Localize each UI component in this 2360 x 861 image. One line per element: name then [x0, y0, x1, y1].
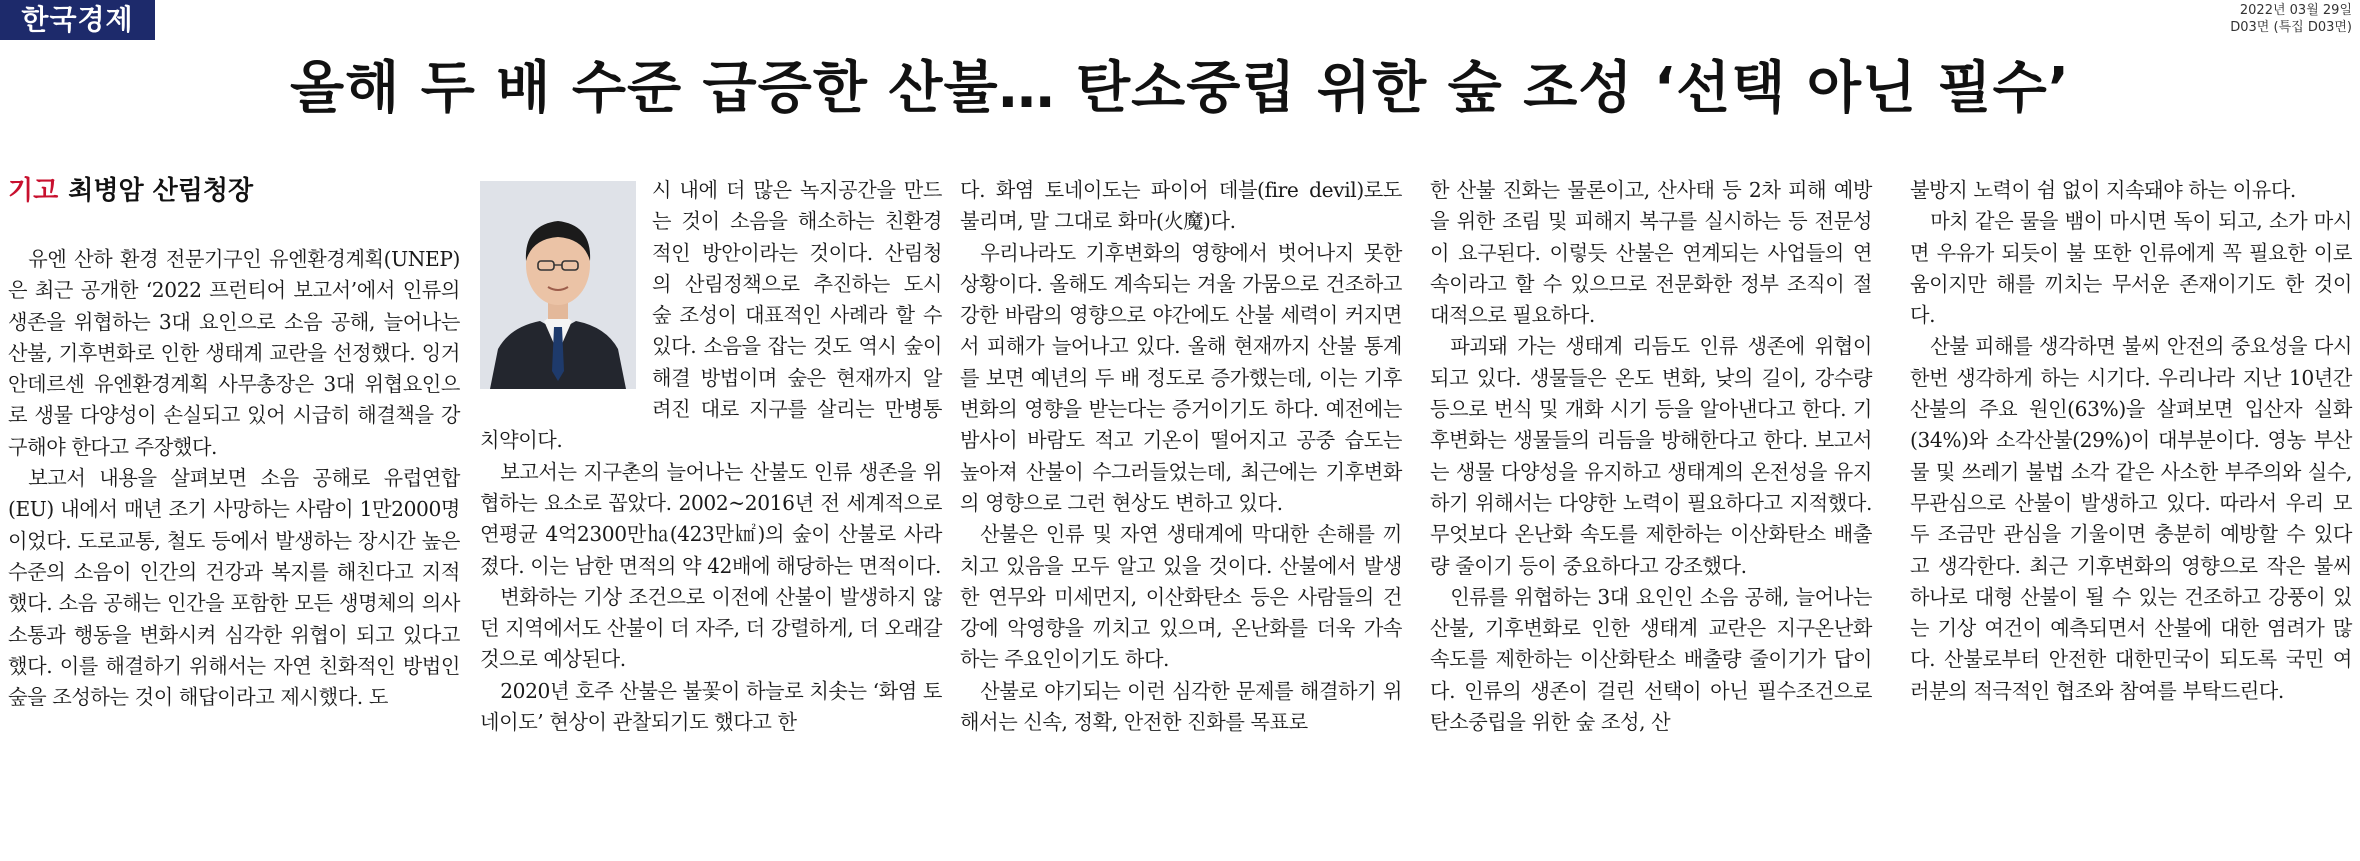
byline	[8, 174, 253, 208]
author-name: 최병암 산림청장	[68, 176, 254, 206]
page-meta	[2230, 2, 2352, 36]
paragraph: 인류를 위협하는 3대 요인인 소음 공해, 늘어나는 산불, 기후변화로 인한 생태계 교란은 지구온난화 속도를 제한하는 이산화탄소 배출량 줄이기가 답이다. 인류의 생존이 걸린 선택이 아닌 필수조건으로 탄소중립을 위한 숲 조성, 산	[1430, 584, 1872, 735]
article-headline: 올해 두 배 수준 급증한 산불… 탄소중립 위한 숲 조성 ‘선택 아닌 필수’	[290, 56, 2070, 121]
paragraph: 마치 같은 물을 뱀이 마시면 독이 되고, 소가 마시면 우유가 되듯이 불 또한 인류에게 꼭 필요한 이로움이지만 해를 끼치는 무서운 존재이기도 한 것이다.	[1910, 209, 2352, 328]
article-column-3	[960, 175, 1402, 738]
portrait-photo-icon	[480, 181, 636, 389]
paragraph: 산불은 인류 및 자연 생태계에 막대한 손해를 끼치고 있음을 모두 알고 있을 것이다. 산불에서 발생한 연무와 미세먼지, 이산화탄소 등은 사람들의 건강에 악영향을 끼치고 있으며, 온난화를 더욱 가속하는 주요인이기도 하다.	[960, 522, 1402, 672]
article-column-4	[1430, 175, 1872, 738]
paragraph: 보고서는 지구촌의 늘어나는 산불도 인류 생존을 위협하는 요소로 꼽았다. 2002~2016년 전 세계적으로 연평균 4억2300만㏊(423만㎢)의 숲이 산불로 사라졌다. 이는 남한 면적의 약 42배에 해당하는 면적이다.	[480, 459, 942, 578]
paragraph: 시 내에 더 많은 녹지공간을 만드는 것이 소음을 해소하는 친환경적인 방안이라는 것이다. 산림청의 산림정책으로 추진하는 도시 숲 조성이 대표적인 사례라 할 수 있다. 소음을 잡는 것도 역시 숲이 해결 방법이며 숲은 현재까지 알려진 대로 지구를 살리는 만병통치약이다.	[480, 178, 942, 453]
article-column-2	[480, 175, 942, 738]
author-photo	[480, 181, 636, 389]
paragraph: 한 산불 진화는 물론이고, 산사태 등 2차 피해 예방을 위한 조림 및 피해지 복구를 실시하는 등 전문성이 요구된다. 이렇듯 산불은 연계되는 사업들의 연속이라고 할 수 있으므로 전문화한 정부 조직이 절대적으로 필요하다.	[1430, 178, 1872, 328]
article-kind-label: 기고	[8, 176, 59, 206]
paragraph: 산불로 야기되는 이런 심각한 문제를 해결하기 위해서는 신속, 정확, 안전한 진화를 목표로	[960, 678, 1402, 735]
publish-date: 2022년 03월 29일	[2239, 3, 2352, 18]
paragraph: 변화하는 기상 조건으로 이전에 산불이 발생하지 않던 지역에서도 산불이 더 자주, 더 강렬하게, 더 오래갈 것으로 예상된다.	[480, 584, 942, 672]
article-column-1	[8, 244, 460, 713]
paragraph: 우리나라도 기후변화의 영향에서 벗어나지 못한 상황이다. 올해도 계속되는 겨울 가뭄으로 건조하고 강한 바람의 영향으로 야간에도 산불 세력이 커지면서 피해가 늘어나고 있다. 올해 현재까지 산불 통계를 보면 예년의 두 배 정도로 증가했는데, 이는 기후변화의 영향을 받는다는 증거이기도 하다. 예전에는 밤사이 바람도 적고 기온이 떨어지고 공중 습도는 높아져 산불이 수그러들었는데, 최근에는 기후변화의 영향으로 그런 현상도 변하고 있다.	[960, 240, 1402, 515]
paragraph: 2020년 호주 산불은 불꽃이 하늘로 치솟는 ‘화염 토네이도’ 현상이 관찰되기도 했다고 한	[480, 678, 942, 735]
page-number: D03면 (특집 D03면)	[2230, 20, 2352, 35]
paragraph: 다. 화염 토네이도는 파이어 데블(fire devil)로도 불리며, 말 그대로 화마(火魔)다.	[960, 178, 1402, 234]
paragraph: 산불 피해를 생각하면 불씨 안전의 중요성을 다시 한번 생각하게 하는 시기다. 우리나라 지난 10년간 산불의 주요 원인(63%)을 살펴보면 입산자 실화(34%)와 소각산불(29%)이 대부분이다. 영농 부산물 및 쓰레기 불법 소각 같은 사소한 부주의와 실수, 무관심으로 산불이 발생하고 있다. 따라서 우리 모두 조금만 관심을 기울이면 충분히 예방할 수 있다고 생각한다. 최근 기후변화의 영향으로 작은 불씨 하나로 대형 산불이 될 수 있는 건조하고 강풍이 있는 기상 여건이 예측되면서 산불에 대한 염려가 많다. 산불로부터 안전한 대한민국이 되도록 국민 여러분의 적극적인 협조와 참여를 부탁드린다.	[1910, 334, 2352, 703]
newspaper-logo: 한국경제	[0, 0, 155, 40]
article-column-5	[1910, 175, 2352, 707]
paragraph: 불방지 노력이 쉼 없이 지속돼야 하는 이유다.	[1910, 178, 2296, 202]
paragraph: 파괴돼 가는 생태계 리듬도 인류 생존에 위협이 되고 있다. 생물들은 온도 변화, 낮의 길이, 강수량 등으로 번식 및 개화 시기 등을 알아낸다고 한다. 기후변화는 생물들의 리듬을 방해한다고 한다. 보고서는 생물 다양성을 유지하고 생태계의 온전성을 유지하기 위해서는 다양한 노력이 필요하다고 지적했다. 무엇보다 온난화 속도를 제한하는 이산화탄소 배출량 줄이기 등이 중요하다고 강조했다.	[1430, 334, 1872, 578]
paragraph: 보고서 내용을 살펴보면 소음 공해로 유럽연합(EU) 내에서 매년 조기 사망하는 사람이 1만2000명이었다. 도로교통, 철도 등에서 발생하는 장시간 높은 수준의 소음이 인간의 건강과 복지를 해친다고 지적했다. 소음 공해는 인간을 포함한 모든 생명체의 의사소통과 행동을 변화시켜 심각한 위협이 되고 있다고 했다. 이를 해결하기 위해서는 자연 친화적인 방법인 숲을 조성하는 것이 해답이라고 제시했다. 도	[8, 466, 460, 710]
paragraph: 유엔 산하 환경 전문기구인 유엔환경계획(UNEP)은 최근 공개한 ‘2022 프런티어 보고서’에서 인류의 생존을 위협하는 3대 요인으로 소음 공해, 늘어나는 산불, 기후변화로 인한 생태계 교란을 선정했다. 잉거 안데르센 유엔환경계획 사무총장은 3대 위협요인으로 생물 다양성이 손실되고 있어 시급히 해결책을 강구해야 한다고 주장했다.	[8, 247, 460, 459]
